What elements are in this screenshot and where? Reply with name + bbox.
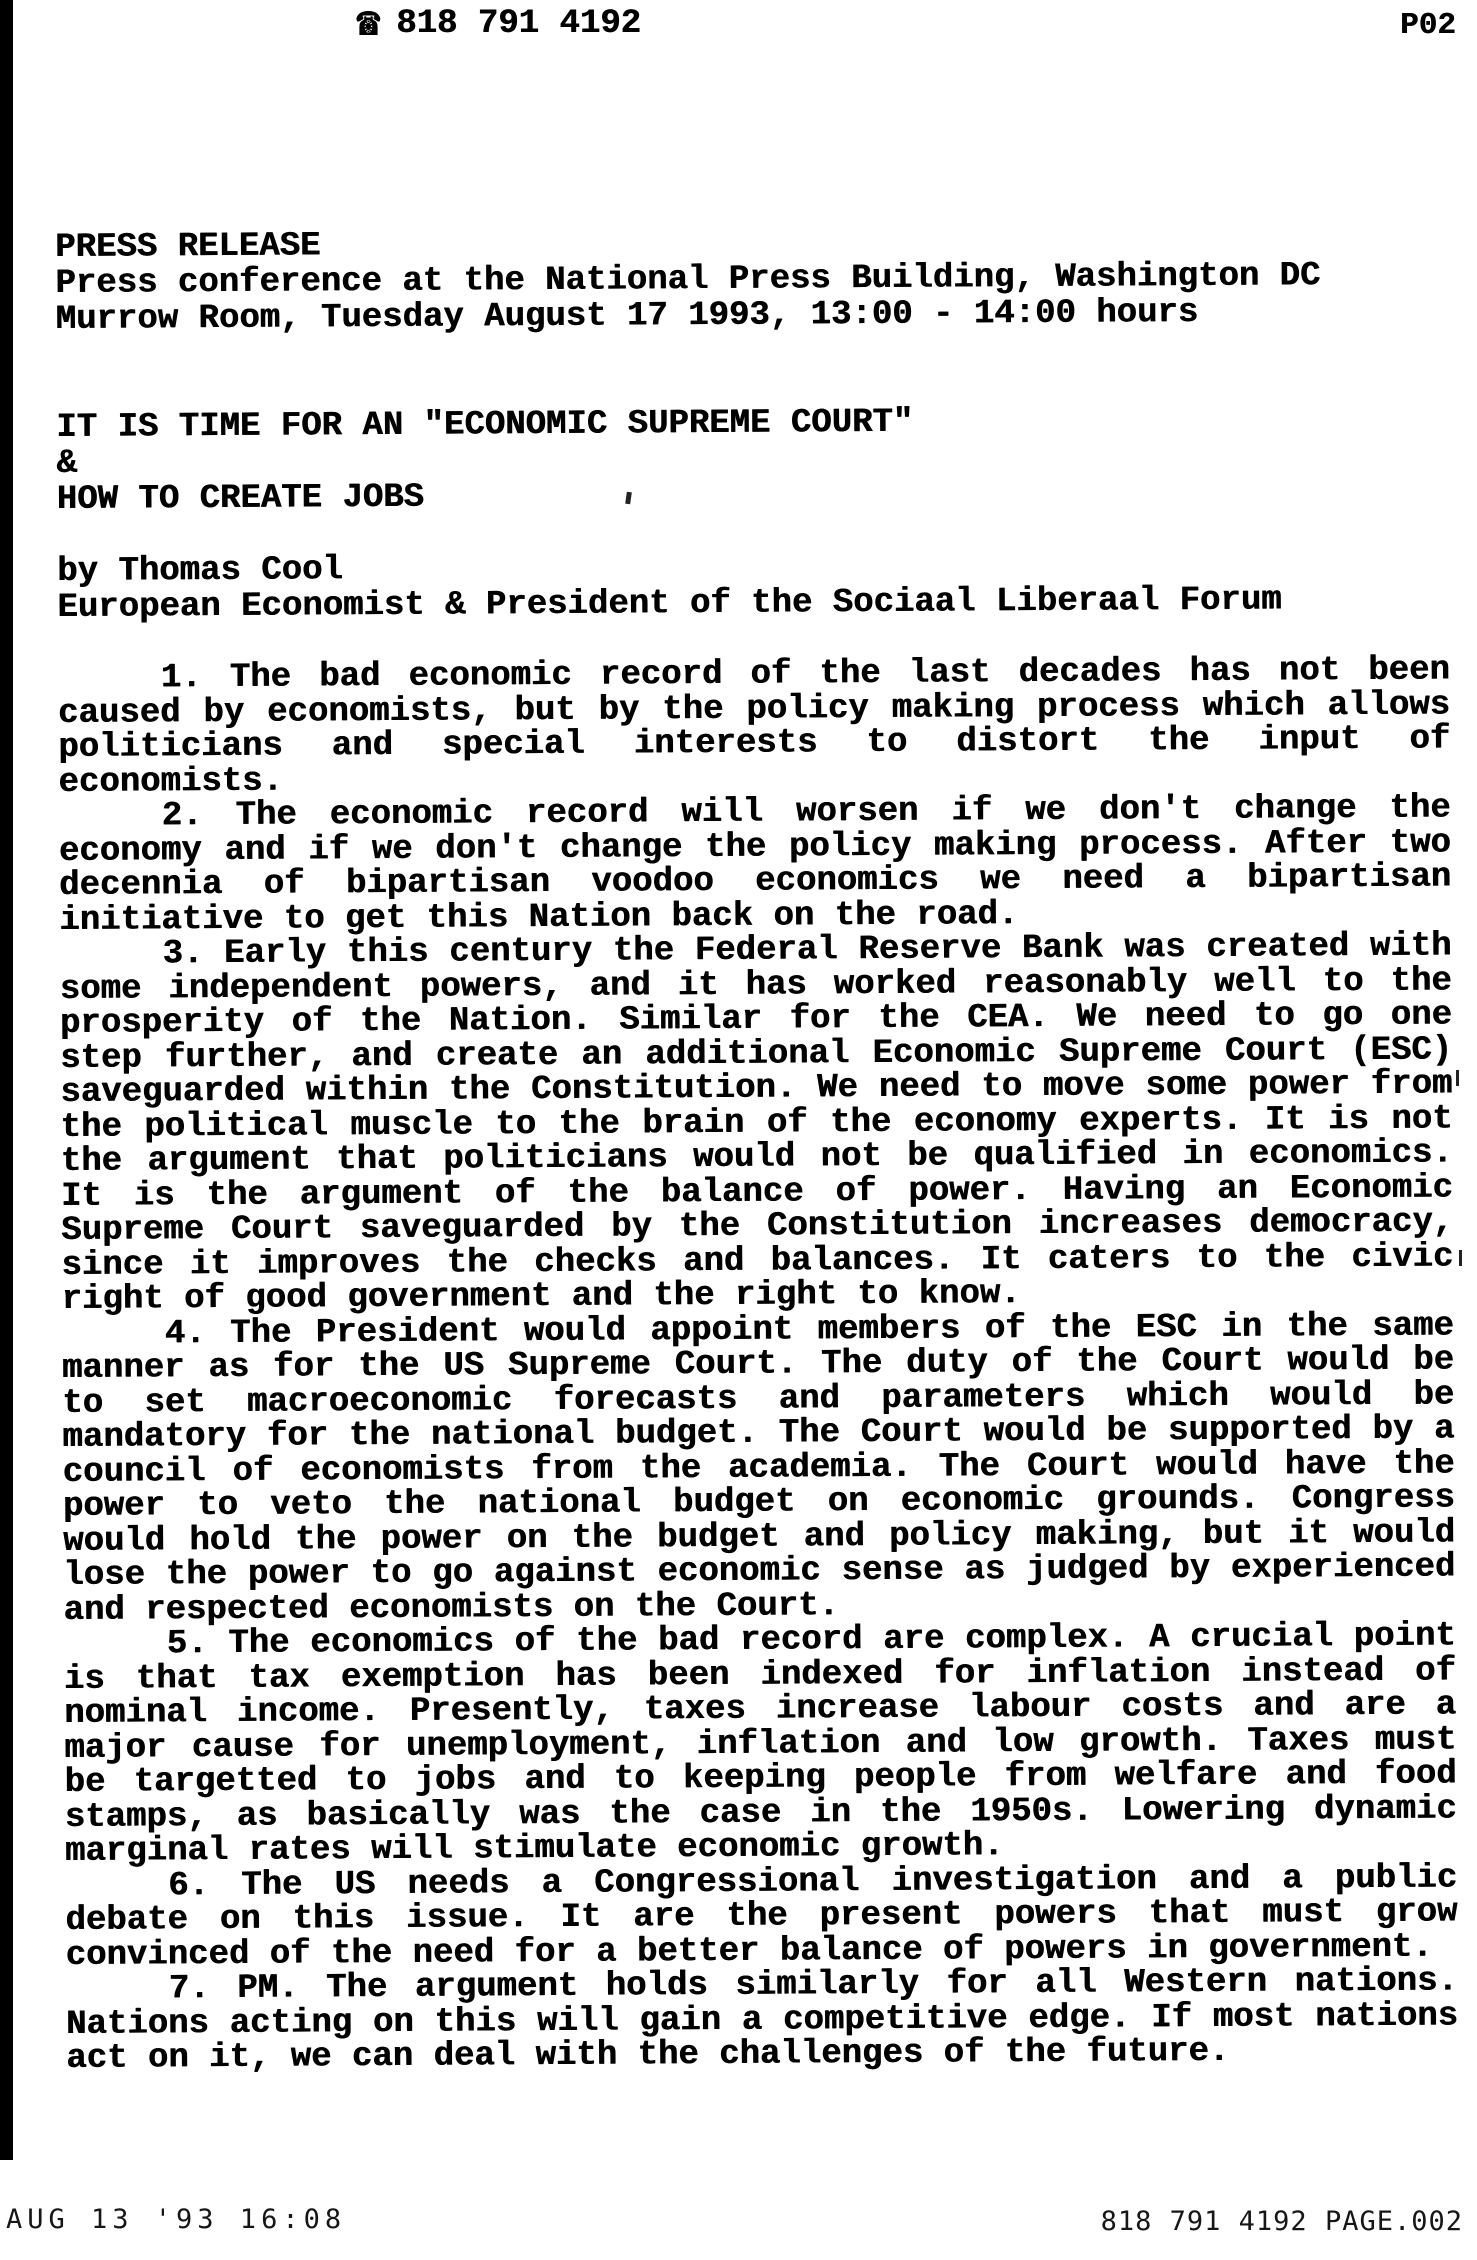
fax-footer-timestamp: AUG 13 '93 16:08 [6,2204,347,2235]
scan-speck-artifact [1459,1250,1462,1266]
scan-edge-artifact [0,0,13,2160]
fax-header [356,2,641,48]
paragraph-5: 5. The economics of the bad record are complex. A crucial point is that tax exemption has been indexed for inflation instead of nominal income. Presently, taxes increase labour costs and are a major cause for unemployment, inflation and low growth. Taxes must be targetted to jobs and to keeping people from welfare and food stamps, as basically was the case in the 1950s. Lowering dynamic marginal rates will stimulate economic growth. [63,1617,1457,1871]
document-title-ampersand: & [56,444,77,483]
document-title-line2: HOW TO CREATE JOBS [56,478,425,519]
paragraph-3: 3. Early this century the Federal Reserve Bank was created with some independent powers, and it has worked reasonably well to the prosperity of the Nation. Similar for the CEA. We need to go one step further, and create an additional Economic Supreme Court (ESC) saveguarded within the Constitution. We need to move some power from the political muscle to the brain of the economy experts. It is not the argument that politicians would not be qualified in economics. It is the argument of the balance of power. Having an Economic Supreme Court saveguarded by the Constitution increases democracy, since it improves the checks and balances. It caters to the civic right of good government and the right to know. [59,927,1454,1319]
conference-time-line: Murrow Room, Tuesday August 17 1993, 13:00 - 14:00 hours [55,294,1199,339]
document-title-line1: IT IS TIME FOR AN "ECONOMIC SUPREME COURT" [56,403,914,447]
spacer [56,329,1448,410]
paragraph-1: 1. The bad economic record of the last decades has not been caused by economists, but by the policy making process which allows politicians and special interests to distort the input of economists. [57,651,1451,802]
fax-footer-station-id: 818 791 4192 PAGE.002 [1100,2206,1463,2237]
conference-location-line: Press conference at the National Press Building, Washington DC [55,257,1321,303]
paragraph-6: 6. The US needs a Congressional investigation and a public debate on this issue. It are the present powers that must grow convinced of the need for a better balance of powers in government. [65,1858,1458,1975]
paragraph-4: 4. The President would appoint members of the ESC in the same manner as for the US Supreme Court. The duty of the Court would be to set macroeconomic forecasts and parameters which would be mandatory for the national budget. The Court would be supported by a council of economists from the academia. The Court would have the power to veto the national budget on economic grounds. Congress would hold the power on the budget and policy making, but it would lose the power to go against economic sense as judged by experienced and respected economists on the Court. [61,1306,1456,1630]
fax-footer [0,2204,1477,2244]
scan-speck-artifact [1456,1070,1459,1086]
paragraph-2: 2. The economic record will worsen if we don't change the economy and if we don't change the policy making process. After two decennia of bipartisan voodoo economics we need a bipartisan initiative to get this Nation back on the road. [58,789,1452,940]
byline-author: by Thomas Cool [56,551,343,591]
press-release-label: PRESS RELEASE [54,227,321,267]
byline-affiliation: European Economist & President of the Sociaal Liberaal Forum [57,581,1282,627]
fax-page-indicator: P02 [1400,8,1456,43]
fax-header-phone-number: 818 791 4192 [396,5,641,43]
document-content [55,221,1458,2076]
telephone-icon: ☎ [356,3,381,48]
paragraph-7: 7. PM. The argument holds similarly for all Western nations. Nations acting on this will gain a competitive edge. If most nations act on it, we can deal with the challenges of the future. [65,1962,1459,2078]
